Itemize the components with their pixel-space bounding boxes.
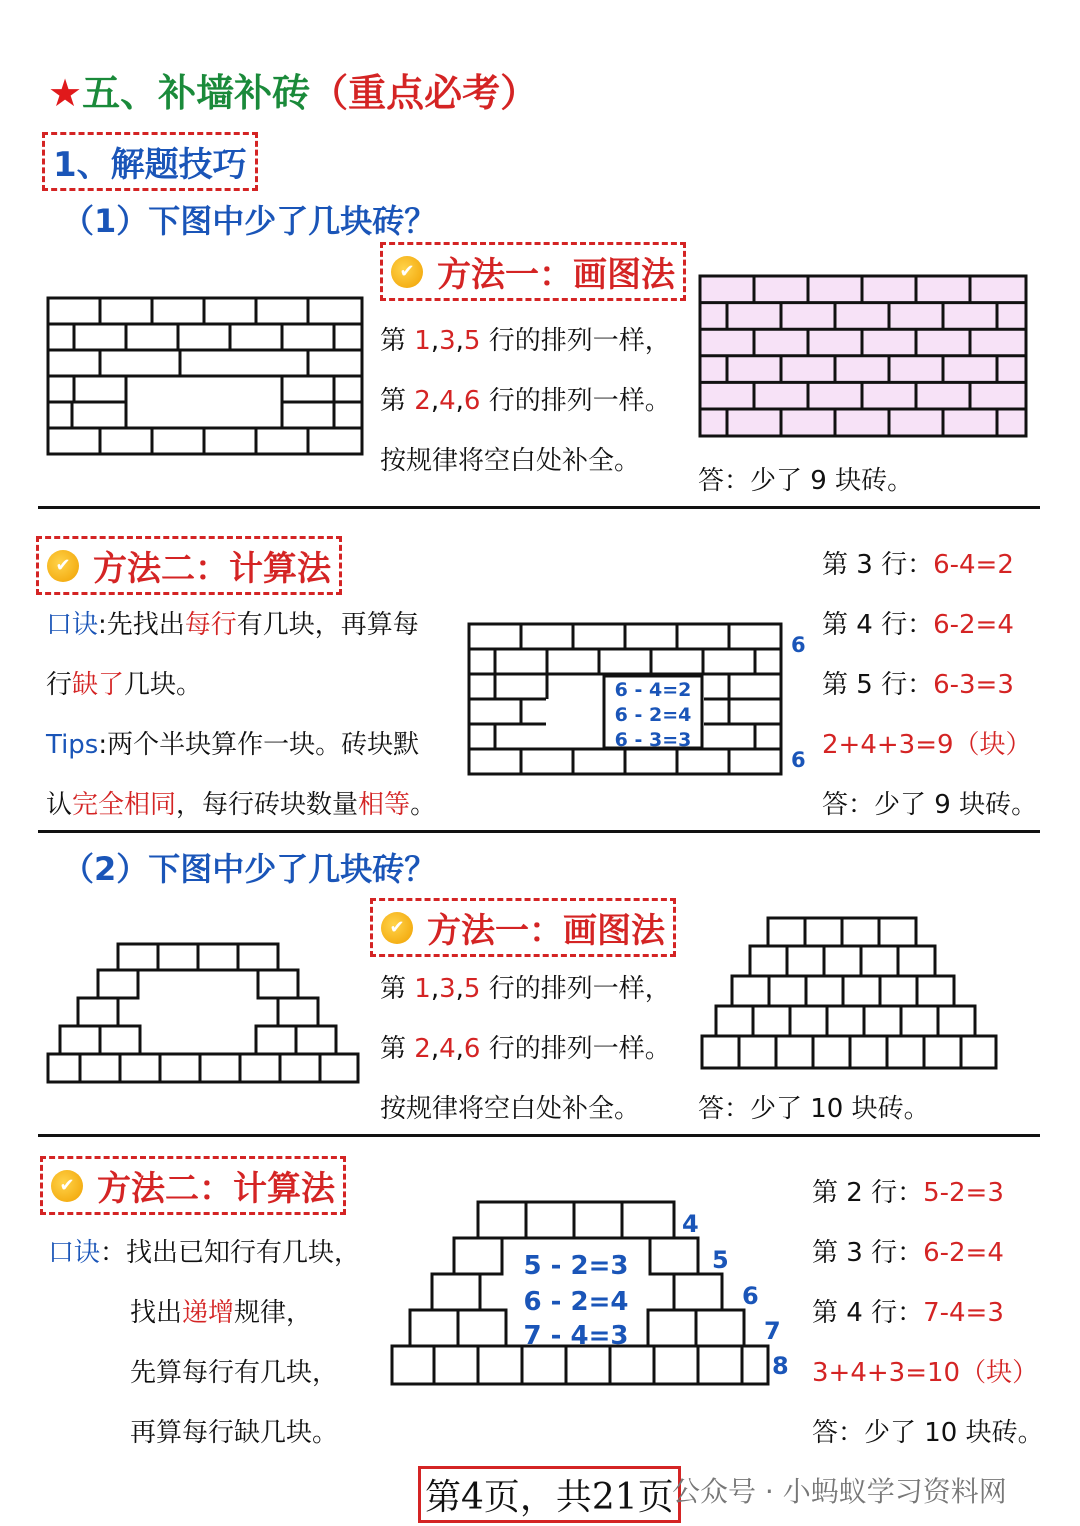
tips-line-1: Tips:两个半块算作一块。砖块默 <box>46 730 420 760</box>
koujue2-line-2: 找出递增规律， <box>130 1298 313 1328</box>
badge-icon: ✔ <box>51 1170 83 1202</box>
koujue-line-1: 口诀:先找出每行有几块，再算每 <box>46 610 419 640</box>
calc-sum: 2+4+3=9（块） <box>822 730 1032 760</box>
question-1: （1）下图中少了几块砖？ <box>62 202 437 240</box>
calc2-expr-3: 7 - 4=3 <box>523 1321 629 1351</box>
method-two-text: 方法二：计算法 <box>93 549 331 589</box>
row-count-5: 5 <box>712 1246 729 1274</box>
calc2-answer: 答：少了 10 块砖。 <box>812 1418 1044 1448</box>
row-count-4: 4 <box>682 1210 699 1238</box>
calc-wall-1 <box>466 620 812 780</box>
calc-row-3: 第 3 行：6-4=2 <box>822 550 1014 580</box>
method-one-label-2 <box>370 898 676 957</box>
rule-fill: 按规律将空白处补全。 <box>380 446 641 476</box>
divider <box>38 830 1040 833</box>
row-count-bottom: 6 <box>791 748 806 772</box>
section-heading: 1、解题技巧 <box>42 132 258 191</box>
question-2: （2）下图中少了几块砖？ <box>62 850 437 888</box>
badge-icon: ✔ <box>47 550 79 582</box>
calc2-row-4: 第 4 行：7-4=3 <box>812 1298 1004 1328</box>
calc-expr-3: 6 - 3=3 <box>614 729 692 751</box>
calc2-row-2: 第 2 行：5-2=3 <box>812 1178 1004 1208</box>
calc-answer: 答：少了 9 块砖。 <box>822 790 1038 820</box>
method-two-label-2 <box>40 1156 346 1215</box>
broken-wall-2 <box>46 940 366 1088</box>
badge-icon: ✔ <box>391 256 423 288</box>
rule-135: 第 1,3,5 行的排列一样， <box>380 326 671 356</box>
method-two-label <box>36 536 342 595</box>
calc2-sum: 3+4+3=10（块） <box>812 1358 1039 1388</box>
divider <box>38 1134 1040 1137</box>
method-one-text: 方法一：画图法 <box>437 255 675 295</box>
title-emphasis: （重点必考） <box>310 71 539 115</box>
rule-135-2: 第 1,3,5 行的排列一样， <box>380 974 671 1004</box>
calc2-expr-2: 6 - 2=4 <box>523 1287 629 1317</box>
rule-fill-2: 按规律将空白处补全。 <box>380 1094 641 1124</box>
divider <box>38 506 1040 509</box>
star-icon: ★ <box>48 71 83 115</box>
row-count-6: 6 <box>742 1282 759 1310</box>
calc2-expr-1: 5 - 2=3 <box>523 1251 629 1281</box>
method-one-label <box>380 242 686 301</box>
rule-246-2: 第 2,4,6 行的排列一样。 <box>380 1034 671 1064</box>
broken-wall-1 <box>46 296 366 458</box>
completed-wall-1 <box>698 274 1030 440</box>
watermark: 公众号 · 小蚂蚁学习资料网 <box>672 1475 1007 1508</box>
calc-expr-2: 6 - 2=4 <box>614 704 692 726</box>
calc-row-4: 第 4 行：6-2=4 <box>822 610 1014 640</box>
koujue2-line-1: 口诀：找出已知行有几块， <box>48 1238 361 1268</box>
page-title <box>48 62 538 117</box>
title-main: 五、补墙补砖 <box>82 71 311 115</box>
koujue2-line-3: 先算每行有几块， <box>130 1358 339 1388</box>
row-count-7: 7 <box>764 1317 781 1345</box>
answer-2: 答：少了 10 块砖。 <box>698 1094 930 1124</box>
calc-wall-2 <box>390 1198 800 1396</box>
answer-1: 答：少了 9 块砖。 <box>698 466 914 496</box>
tips-line-2: 认完全相同，每行砖块数量相等。 <box>46 790 437 820</box>
row-count-top: 6 <box>791 633 806 657</box>
koujue-line-2: 行缺了几块。 <box>46 670 203 700</box>
koujue2-line-4: 再算每行缺几块。 <box>130 1418 339 1448</box>
method-one-text: 方法一：画图法 <box>427 911 665 951</box>
calc-row-5: 第 5 行：6-3=3 <box>822 670 1014 700</box>
calc-expr-1: 6 - 4=2 <box>614 679 692 701</box>
badge-icon: ✔ <box>381 912 413 944</box>
page-footer: 第4页，共21页 <box>418 1466 681 1523</box>
rule-246: 第 2,4,6 行的排列一样。 <box>380 386 671 416</box>
completed-wall-2 <box>700 914 1000 1072</box>
row-count-8: 8 <box>772 1352 789 1380</box>
method-two-text: 方法二：计算法 <box>97 1169 335 1209</box>
calc2-row-3: 第 3 行：6-2=4 <box>812 1238 1004 1268</box>
